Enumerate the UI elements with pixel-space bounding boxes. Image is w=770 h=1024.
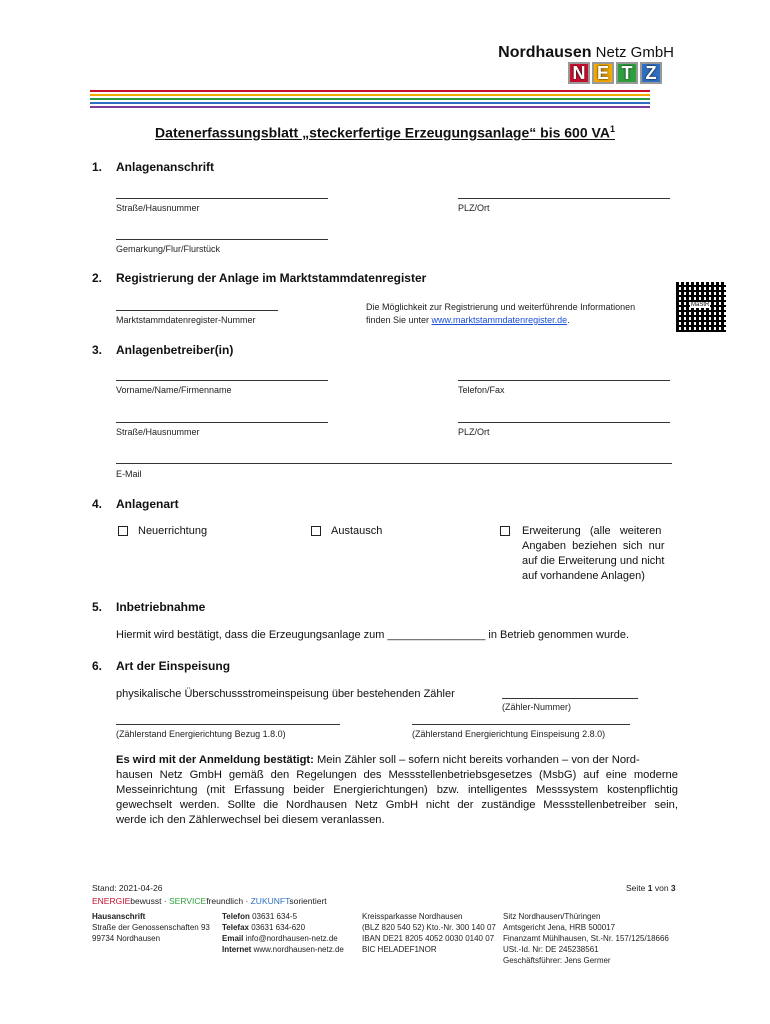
slogan-part-1: bewusst · bbox=[130, 896, 170, 906]
slogan-part-3: sorientiert bbox=[289, 896, 327, 906]
confirmation-paragraph bbox=[116, 753, 678, 828]
extension-line-1: Erweiterung (alle weiteren bbox=[522, 525, 662, 537]
extension-line-4: auf vorhandene Anlagen) bbox=[522, 570, 645, 582]
bank-bic: BIC HELADEF1NOR bbox=[362, 945, 437, 954]
page-indicator bbox=[626, 883, 676, 894]
slogan bbox=[92, 896, 327, 907]
option-extension[interactable] bbox=[500, 525, 520, 537]
legal-ceo: Geschäftsführer: Jens Germer bbox=[503, 956, 611, 965]
plz-line[interactable] bbox=[458, 198, 670, 199]
meter-reading-feed-in-label: (Zählerstand Energierichtung Einspeisung 2.8.0) bbox=[412, 729, 606, 739]
footer-legal bbox=[503, 911, 669, 966]
section-6-title: Art der Einspeisung bbox=[116, 659, 231, 673]
confirmation-bold: Es wird mit der Anmeldung bestätigt: bbox=[116, 754, 314, 766]
legal-court: Amtsgericht Jena, HRB 500017 bbox=[503, 923, 616, 932]
confirmation-line-5: werde ich den Zählerwechsel bei diesem veranlassen. bbox=[116, 814, 385, 826]
meter-reading-consumption-label: (Zählerstand Energierichtung Bezug 1.8.0) bbox=[116, 729, 286, 739]
logo-letter-e: E bbox=[592, 62, 614, 84]
slogan-zukunft: ZUKUNFT bbox=[250, 896, 290, 906]
plz-label: PLZ/Ort bbox=[458, 203, 490, 213]
stripe-purple bbox=[90, 106, 650, 108]
section-6-number: 6. bbox=[92, 659, 103, 673]
extension-line-3: auf die Erweiterung und nicht bbox=[522, 555, 665, 567]
confirmation-line-3: Messeinrichtung (mit Erfassung beider Energierichtungen) bzw. intelligentes Messsystem kostenpflichtig bbox=[116, 784, 678, 796]
title-text: Datenerfassungsblatt „steckerfertige Erzeugungsanlage“ bis 600 VA bbox=[155, 124, 610, 141]
checkbox-icon[interactable] bbox=[311, 526, 321, 536]
street-label: Straße/Hausnummer bbox=[116, 203, 200, 213]
address-city: 99734 Nordhausen bbox=[92, 934, 161, 943]
option-new-installation[interactable] bbox=[118, 525, 207, 537]
section-2-title: Registrierung der Anlage im Marktstammdatenregister bbox=[116, 271, 427, 285]
section-1-title: Anlagenanschrift bbox=[116, 160, 215, 174]
address-heading: Hausanschrift bbox=[92, 912, 146, 921]
section-5-number: 5. bbox=[92, 600, 103, 614]
feed-in-type-text: physikalische Überschussstromeinspeisung über bestehenden Zähler bbox=[116, 688, 455, 700]
option-replacement[interactable] bbox=[311, 525, 382, 537]
bank-name: Kreissparkasse Nordhausen bbox=[362, 912, 463, 921]
section-3-title: Anlagenbetreiber(in) bbox=[116, 343, 234, 357]
internet-value[interactable]: www.nordhausen-netz.de bbox=[251, 945, 344, 954]
legal-tax: Finanzamt Mühlhausen, St.-Nr. 157/125/18666 bbox=[503, 934, 669, 943]
bank-account: (BLZ 820 540 52) Kto.-Nr. 300 140 07 bbox=[362, 923, 496, 932]
logo-letter-n: N bbox=[568, 62, 590, 84]
street-line[interactable] bbox=[116, 198, 328, 199]
document-title bbox=[0, 124, 770, 141]
mastr-info-line2 bbox=[366, 315, 570, 325]
page-total: 3 bbox=[670, 883, 676, 893]
confirmation-line-2: hausen Netz GmbH gemäß den Regelungen des Messstellenbetriebsgesetzes (MsbG) auf eine moderne bbox=[116, 769, 678, 781]
footer-address bbox=[92, 911, 210, 944]
footer-contact bbox=[222, 911, 344, 955]
name-line[interactable] bbox=[116, 380, 328, 381]
option-extension-label bbox=[522, 524, 678, 584]
meter-number-label: (Zähler-Nummer) bbox=[502, 702, 572, 712]
title-footnote: 1 bbox=[609, 124, 615, 134]
slogan-part-2: freundlich · bbox=[206, 896, 251, 906]
stripe-red bbox=[90, 90, 650, 92]
legal-seat: Sitz Nordhausen/Thüringen bbox=[503, 912, 601, 921]
commissioning-statement: Hiermit wird bestätigt, dass die Erzeugungsanlage zum ________________ in Betrieb genommen wurde. bbox=[116, 629, 630, 641]
section-3-number: 3. bbox=[92, 343, 103, 357]
footer-bank bbox=[362, 911, 496, 955]
slogan-energie: ENERGIE bbox=[92, 896, 131, 906]
brand-suffix: Netz GmbH bbox=[591, 44, 674, 61]
parcel-line[interactable] bbox=[116, 239, 328, 240]
mastr-info-prefix: finden Sie unter bbox=[366, 315, 432, 325]
operator-plz-line[interactable] bbox=[458, 422, 670, 423]
email-heading: Email bbox=[222, 934, 244, 943]
checkbox-icon[interactable] bbox=[118, 526, 128, 536]
section-4-title: Anlagenart bbox=[116, 497, 179, 511]
qr-label: MaStR bbox=[691, 302, 710, 308]
slogan-service: SERVICE bbox=[169, 896, 207, 906]
legal-vat: USt.-Id. Nr: DE 245238561 bbox=[503, 945, 599, 954]
confirmation-line-4: gewechselt werden. Sollte die Nordhausen Netz GmbH nicht der zuständige Messstellenbetreiber sein, bbox=[116, 799, 678, 811]
option-new-label: Neuerrichtung bbox=[138, 525, 208, 537]
stand-date: Stand: 2021-04-26 bbox=[92, 883, 163, 893]
page-number: 1 bbox=[647, 883, 653, 893]
logo-letter-t: T bbox=[616, 62, 638, 84]
meter-number-line[interactable] bbox=[502, 698, 638, 699]
section-4-number: 4. bbox=[92, 497, 103, 511]
section-2-number: 2. bbox=[92, 271, 103, 285]
meter-reading-consumption-line[interactable] bbox=[116, 724, 340, 725]
company-logo-text bbox=[498, 44, 674, 62]
fax-value: 03631 634-620 bbox=[248, 923, 306, 932]
page-prefix: Seite bbox=[626, 883, 648, 893]
confirmation-line-1: Mein Zähler soll – sofern nicht bereits vorhanden – von der Nord- bbox=[313, 754, 640, 766]
parcel-label: Gemarkung/Flur/Flurstück bbox=[116, 244, 221, 254]
operator-plz-label: PLZ/Ort bbox=[458, 427, 490, 437]
fax-heading: Telefax bbox=[222, 923, 249, 932]
mastr-link[interactable]: www.marktstammdatenregister.de bbox=[431, 315, 568, 325]
section-5-title: Inbetriebnahme bbox=[116, 600, 206, 614]
option-replacement-label: Austausch bbox=[331, 525, 383, 537]
email-line[interactable] bbox=[116, 463, 672, 464]
mastr-info-line1: Die Möglichkeit zur Registrierung und weiterführende Informationen bbox=[366, 302, 636, 312]
section-1-number: 1. bbox=[92, 160, 103, 174]
mastr-info-suffix: . bbox=[567, 315, 570, 325]
mastr-number-label: Marktstammdatenregister-Nummer bbox=[116, 315, 256, 325]
phone-label: Telefon/Fax bbox=[458, 385, 505, 395]
extension-line-2: Angaben beziehen sich nur bbox=[522, 540, 665, 552]
phone-value: 03631 634-5 bbox=[249, 912, 298, 921]
meter-reading-feed-in-line[interactable] bbox=[412, 724, 630, 725]
operator-street-label: Straße/Hausnummer bbox=[116, 427, 200, 437]
stripe-yellow bbox=[90, 94, 650, 96]
operator-street-line[interactable] bbox=[116, 422, 328, 423]
name-label: Vorname/Name/Firmenname bbox=[116, 385, 232, 395]
email-value[interactable]: info@nordhausen-netz.de bbox=[243, 934, 338, 943]
bank-iban: IBAN DE21 8205 4052 0030 0140 07 bbox=[362, 934, 495, 943]
page-mid: von bbox=[652, 883, 671, 893]
phone-heading: Telefon bbox=[222, 912, 250, 921]
netz-logo bbox=[568, 62, 662, 84]
mastr-number-line[interactable] bbox=[116, 310, 278, 311]
internet-heading: Internet bbox=[222, 945, 252, 954]
phone-line[interactable] bbox=[458, 380, 670, 381]
stripe-green bbox=[90, 98, 650, 100]
checkbox-icon[interactable] bbox=[500, 526, 510, 536]
address-street: Straße der Genossenschaften 93 bbox=[92, 923, 210, 932]
logo-letter-z: Z bbox=[640, 62, 662, 84]
brand-name: Nordhausen bbox=[498, 44, 592, 61]
email-label: E-Mail bbox=[116, 469, 142, 479]
stripe-blue bbox=[90, 102, 650, 104]
